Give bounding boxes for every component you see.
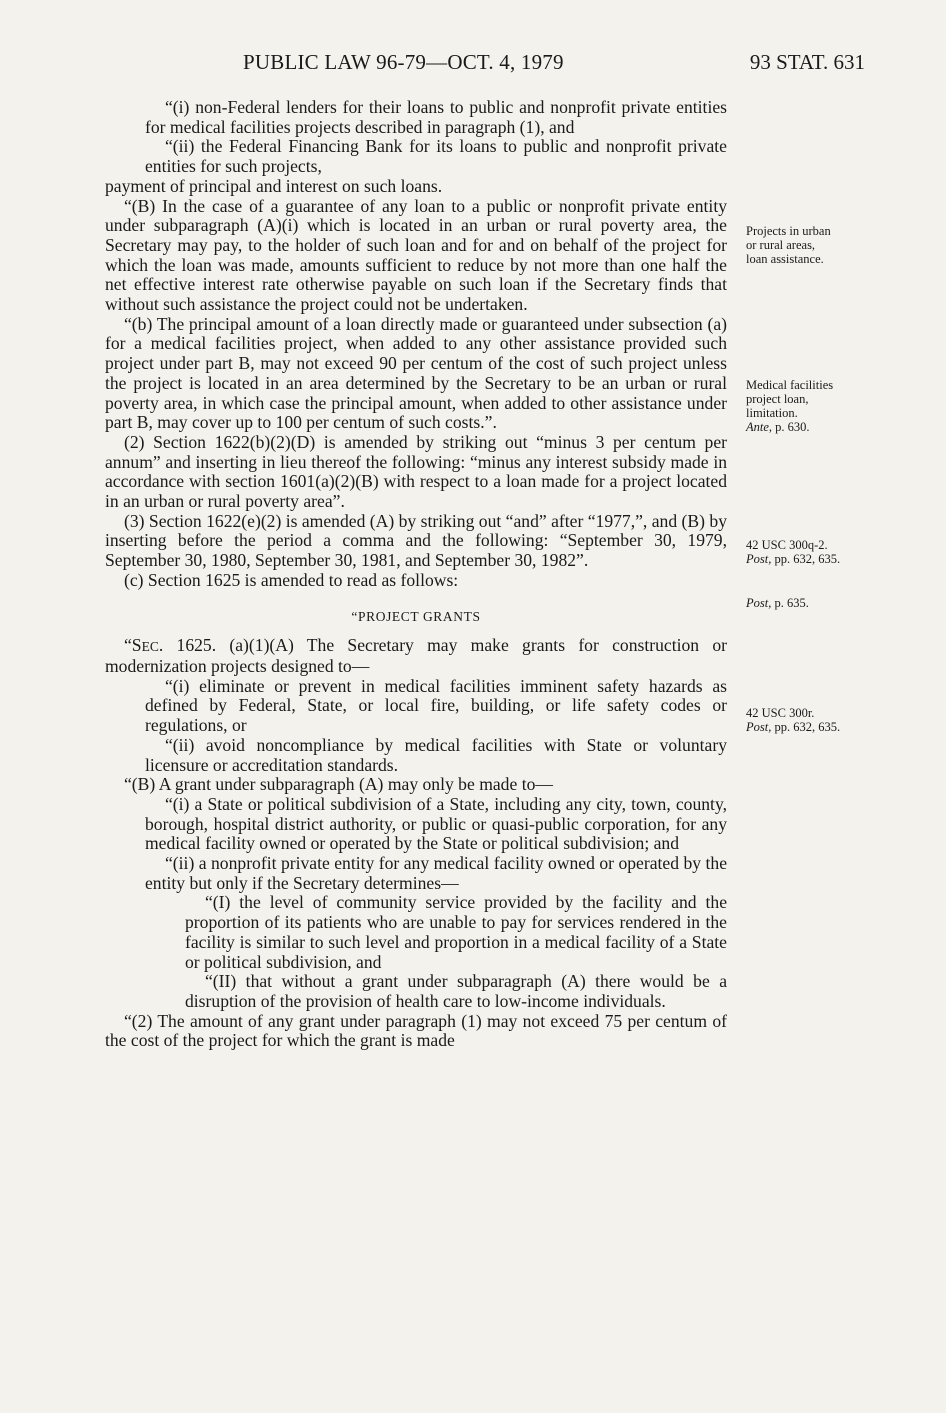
- margin-ref-ante: Ante,: [746, 420, 773, 434]
- margin-note-line: [746, 720, 896, 734]
- paragraph-payment-principal: payment of principal and interest on such loans.: [105, 175, 443, 196]
- paragraph-section-1622-b: (2) Section 1622(b)(2)(D) is amended by striking out “minus 3 per centum per annum” and inserting in lieu thereof the following: “minus any interest subsidy made in accordance with section 1601(a)(2)(B) with respect to a loan made for a project located in an urban or rural poverty area”.: [105, 431, 727, 512]
- margin-note-line: [746, 596, 896, 610]
- paragraph-nonprofit-private-entity: “(ii) a nonprofit private entity for any medical facility owned or operated by the entity but only if the Secretary determines—: [145, 853, 727, 893]
- margin-ref-post: Post,: [746, 596, 772, 610]
- margin-note-post-635: [746, 596, 896, 610]
- public-law-citation: PUBLIC LAW 96-79—OCT. 4, 1979: [243, 50, 564, 74]
- paragraph-grant-amount-limit: “(2) The amount of any grant under paragraph (1) may not exceed 75 per centum of the cost of the project for which the grant is made: [105, 1010, 727, 1051]
- project-grants-heading: “PROJECT GRANTS: [351, 608, 481, 624]
- margin-note-line: project loan,: [746, 392, 809, 406]
- paragraph-guarantee-urban-rural: “(B) In the case of a guarantee of any loan to a public or nonprofit private entity under subparagraph (A)(i) which is located in an urban or rural poverty area, the Secretary may pay, to the holder of such loan and for and on behalf of the project for which the loan was made, amounts sufficient to reduce by not more than one half the net effective interest rate otherwise payable on such loan if the Secretary finds that without such assistance the project could not be undertaken.: [105, 195, 727, 315]
- paragraph-section-1622-e: (3) Section 1622(e)(2) is amended (A) by striking out “and” after “1977,”, and (B) by inserting before the period a comma and the following: “September 30, 1979, September 30, 1980, September 30, 1981, and September 30, 1982”.: [105, 510, 727, 571]
- margin-ref-page: pp. 632, 635.: [771, 720, 841, 734]
- paragraph-avoid-noncompliance: “(ii) avoid noncompliance by medical facilities with State or voluntary licensure or accreditation standards.: [145, 734, 727, 775]
- margin-note-line: limitation.: [746, 406, 798, 420]
- sec-smallcaps: EC: [141, 639, 159, 655]
- paragraph-level-community-service: “(I) the level of community service provided by the facility and the proportion of its patients who are unable to pay for services rendered in the facility is similar to such level and proportion in a medical facility of a State or political subdivision, and: [185, 892, 727, 972]
- paragraph-state-political-subdivision: “(i) a State or political subdivision of a State, including any city, town, county, borough, hospital district authority, or public or quasi-public corporation, for any medical facility owned or operated by the State or political subdivision; and: [145, 793, 727, 854]
- margin-note-line: 42 USC 300q-2.: [746, 538, 828, 552]
- paragraph-disruption-health-care: “(II) that without a grant under subparagraph (A) there would be a disruption of the provision of health care to low-income individuals.: [185, 971, 727, 1011]
- sec-rest: . 1625. (a)(1)(A) The Secretary may make grants for construction or modernization projects designed to—: [105, 635, 727, 676]
- margin-note-300q-2: [746, 538, 896, 566]
- margin-ref-page: pp. 632, 635.: [771, 552, 841, 566]
- margin-note-line: Projects in urban: [746, 224, 831, 238]
- paragraph-principal-amount-limit: “(b) The principal amount of a loan directly made or guaranteed under subsection (a) for a medical facilities project, when added to any other assistance provided such project under part B, may not exceed 90 per centum of the cost of such project unless the project is located in an area determined by the Secretary to be an urban or rural poverty area, in which case the principal amount, when added to other assistance under part B, may cover up to 100 per centum of such costs.”.: [105, 313, 727, 433]
- margin-note-line: or rural areas,: [746, 238, 816, 252]
- margin-ref-page: p. 630.: [772, 420, 810, 434]
- margin-note-urban-rural: [746, 224, 896, 266]
- statute-body: [105, 98, 727, 1051]
- margin-note-line: loan assistance.: [746, 252, 824, 266]
- paragraph-federal-financing-bank: “(ii) the Federal Financing Bank for its loans to public and nonprofit private entities for such projects,: [145, 136, 727, 177]
- page-header: [105, 50, 865, 82]
- margin-note-line: [746, 552, 896, 566]
- paragraph-nonfederal-lenders: “(i) non-Federal lenders for their loans to public and nonprofit private entities for medical facilities projects described in paragraph (1), and: [145, 97, 727, 137]
- margin-note-line: 42 USC 300r.: [746, 706, 815, 720]
- paragraph-eliminate-hazards: “(i) eliminate or prevent in medical facilities imminent safety hazards as defined by Federal, State, or local fire, building, or life safety codes or regulations, or: [145, 675, 727, 736]
- margin-ref-post: Post,: [746, 552, 772, 566]
- paragraph-grant-eligibility: “(B) A grant under subparagraph (A) may only be made to—: [124, 774, 553, 795]
- margin-ref-post: Post,: [746, 720, 772, 734]
- margin-note-loan-limitation: [746, 378, 896, 434]
- statute-page-number: 93 STAT. 631: [749, 50, 865, 74]
- paragraph-section-1625-amended: (c) Section 1625 is amended to read as follows:: [124, 569, 459, 590]
- margin-ref-page: p. 635.: [771, 596, 809, 610]
- margin-note-300r: [746, 706, 896, 734]
- margin-note-line: [746, 420, 896, 434]
- sec-prefix: “S: [124, 635, 142, 656]
- margin-note-line: Medical facilities: [746, 378, 834, 392]
- paragraph-sec-1625: [105, 636, 727, 676]
